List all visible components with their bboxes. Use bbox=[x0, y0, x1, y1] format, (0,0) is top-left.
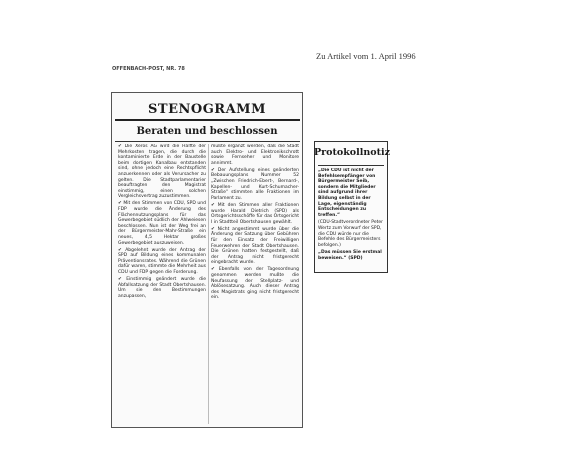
headline-rule bbox=[115, 141, 300, 142]
article-paragraph: ✔ Der Aufstellung eines geänderten Bebauungsplans Nummer 52 „Zwischen Friedrich-Ebert-, Bernard-, Kapellen- und Kurt-Schumacher-Straße“ stimmten alle Fraktionen im Parlament zu. bbox=[211, 167, 299, 201]
kicker-rule bbox=[115, 119, 300, 121]
newspaper-masthead: OFFENBACH-POST, NR. 78 bbox=[112, 66, 185, 72]
column-divider bbox=[208, 144, 209, 424]
article-kicker: STENOGRAMM bbox=[148, 102, 266, 117]
protokollnotiz-reply: „Das müssen Sie erstmal beweisen.“ (SPD) bbox=[318, 250, 382, 261]
handwritten-reference-note: Zu Artikel vom 1. April 1996 bbox=[316, 51, 416, 61]
article-column-left bbox=[118, 144, 206, 426]
article-paragraph: ✔ Einstimmig geändert wurde die Abfallsatzung der Stadt Obertshausen. Um sie den Bestimmungen anzupassen, bbox=[118, 277, 206, 299]
article-paragraph: ✔ Nicht angestimmt wurde über die Änderung der Satzung über Gebühren für den Einsatz der Freiwilligen Feuerwehren der Stadt Obertshausen. Die Grünen hatten festgestellt, daß der Antrag nicht fristgerecht eingebracht wurde. bbox=[211, 226, 299, 266]
article-paragraph: ✔ Abgelehnt wurde der Antrag der SPD auf Bildung eines kommunalen Präventionsrates. Während die Grünen dafür waren, stimmte die Mehrheit aus CDU und FDP gegen die Forderung. bbox=[118, 247, 206, 276]
article-paragraph: ✔ Mit den Stimmen von CDU, SPD und FDP wurde die Änderung des Flächennutzungsplans für das Gewerbegebiet südlich der Ahlweiesen beschlossen. Nun ist der Weg frei an der Bürgermeister-Mahr-Straße ein neues, 4,5 Hektar großes Gewerbegebiet auszuweisen. bbox=[118, 201, 206, 246]
article-paragraph: ✔ Die Xeros AG wird die Hälfte der Mehrkosten tragen, die durch die kontaminierte Erde in der Baustelle beim dortigen Kanalbau entstanden sind, ohne jedoch eine Rechtspflicht anzuerkennen oder als Verursacher zu gelten. Die Stadtparlamentarier beauftragten den Magistrat einstimmig, einen solchen Vergleichsvertrag zuzustimmen. bbox=[118, 144, 206, 200]
protokollnotiz-rule bbox=[318, 165, 384, 166]
protokollnotiz-title: Protokollnotiz bbox=[314, 147, 390, 158]
article-paragraph: ✔ Ebenfalls von der Tagesordnung genommen werden mußte die Neufassung der Stellplatz- und Ablösesatzung. Auch dieser Antrag des Magistrats ging nicht fristgerecht ein. bbox=[211, 267, 299, 301]
article-paragraph: ✔ Mit den Stimmen aller Fraktionen wurde Harald Dietrich (SPD) als Ortsgerichtsschöffe für das Ortsgericht I in Stadtteil Obertshausen gewählt. bbox=[211, 202, 299, 225]
article-paragraph: mußte ergänzt werden, daß die Stadt auch Elektro- und Elektronikschrott sowie Fernseher und Monitore annimmt. bbox=[211, 144, 299, 166]
protokollnotiz-body bbox=[318, 168, 385, 271]
protokollnotiz-quote: „Die CDU ist nicht der Befehlsempfänger von Bürgermeister Seib, sondern die Mitglieder sind aufgrund ihrer Bildung selbst in der Lage, eigenständig Entscheidungen zu treffen.“ bbox=[318, 168, 376, 218]
article-headline: Beraten und beschlossen bbox=[136, 126, 278, 137]
protokollnotiz-attribution: (CDU-Stadtverordneter Peter Wertz zum Vorwurf der SPD, die CDU würde nur die Befehle des Bürgermeisters befolgen.) bbox=[318, 220, 383, 248]
article-column-right bbox=[211, 144, 299, 374]
